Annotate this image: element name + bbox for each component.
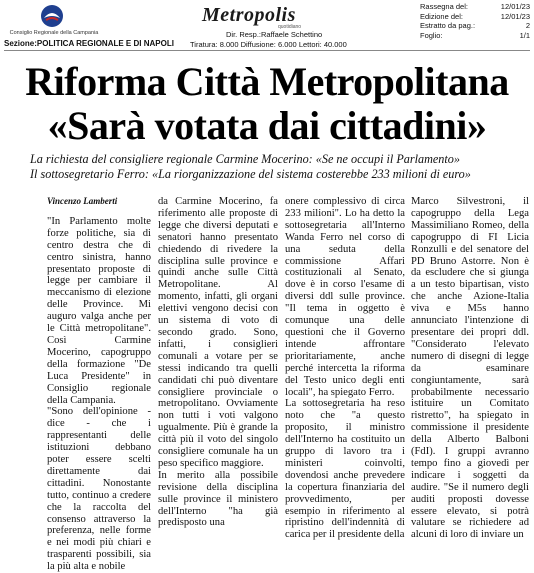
press-clipping-header <box>0 0 534 50</box>
subhead-line-2: Il sottosegretario Ferro: «La riorganizzazione del sistema costerebbe 233 milioni di euro» <box>30 167 471 181</box>
director-line: Dir. Resp.:Raffaele Schettino <box>226 30 323 39</box>
meta-row: Estratto da pag.: 2 <box>420 21 530 31</box>
article-column-2 <box>158 196 278 529</box>
column-text: Marco Silvestroni, il capogruppo della Lega Massimiliano Romeo, della capogruppo di FI Licia Ronzulli e del senatore del PD Bruno Astorre. Non è da escludere che si giunga a un testo bipartisan, visto che anche Azione-Italia viva e M5s hanno annunciato l'intenzione di presentare dei propri ddl. "Considerato l'elevato numero di disegni di legge da esaminare congiuntamente, sarà probabilmente necessario istituire un Comitato ristretto", ha spiegato in commissione il presidente della Alberto Balboni (FdI). I gruppi avranno tempo fino a giovedì per indicare i soggetti da audire. "Se il numero degli auditi proposti dovesse essere elevato, si potrà valutare se richiedere ad alcuni di loro di inviare un <box>411 196 529 541</box>
byline: Vincenzo Lamberti <box>47 196 118 206</box>
article-column-1 <box>47 196 151 573</box>
regional-council-logo <box>4 2 154 40</box>
circulation-line: Tiratura: 8.000 Diffusione: 6.000 Lettori: 40.000 <box>190 40 347 49</box>
header-divider <box>4 50 530 51</box>
subhead-line-1: La richiesta del consigliere regionale Carmine Mocerino: «Se ne occupi il Parlamento» <box>30 152 460 166</box>
article-headline <box>0 60 534 148</box>
column-text: "In Parlamento molte forze politiche, sia di centro destra che di centro sinistra, hanno presentato proposte di legge per cambiare il meccanismo di elezione delle Province. Mi auguro valga anche per le Città metropolitane". Così Carmine Mocerino, capogruppo della formazione "De Luca Presidente" in Consiglio regionale della Campania. "Sono dell'opinione - dice - che i rappresentanti delle istituzioni debbano poter essere scelti direttamente dai cittadini. Nonostante tutto, continuo a credere che la raccolta del consenso attraverso la preferenza, nelle forme e nei modi più chiari e trasparenti possibili, sia la più alta e nobile <box>47 215 151 573</box>
column-text: onere complessivo di circa 233 milioni". Lo ha detto la sottosegretaria all'Interno Wanda Ferro nel corso di una seduta della commissione Affari costituzionali al Senato, dove è in corso l'esame di diversi ddl sulle province. "Il tema in oggetto è comunque una delle questioni che il Governo intende affrontare prioritariamente, anche perché intercetta la riforma del Testo unico degli enti locali", ha spiegato Ferro. La sottosegretaria ha reso noto che "a questo proposito, il ministro dell'Interno ha costituito un gruppo di lavoro tra i ministeri coinvolti, dovendosi anche prevedere la copertura finanziaria del provvedimento, per esempio in riferimento al ripristino dell'indennità di carica per il presidente della <box>285 196 405 541</box>
campania-emblem-icon <box>40 4 64 28</box>
section-label: Sezione:POLITICA REGIONALE E DI NAPOLI <box>4 39 174 48</box>
article-column-3 <box>285 196 405 541</box>
meta-row: Foglio: 1/1 <box>420 30 530 40</box>
meta-row: Rassegna del: 12/01/23 <box>420 2 530 11</box>
column-text: da Carmine Mocerino, fa riferimento alle proposte di legge che diversi deputati e senatori hanno presentato chiedendo di rivedere la disciplina sulle province e quindi anche sulle Città Metropolitane. Al momento, infatti, gli organi elettivi vengono decisi con un sistema di voto di secondo grado. Sono, infatti, i consiglieri comunali a votare per se stessi indicando tra quelli candidati chi può diventare consigliere provinciale o metropolitano. Ovviamente non tutti i voti valgono ugualmente. Più è grande la città più il voto del singolo consigliere comunale ha un peso specifico maggiore. In merito alla possibile revisione della disciplina sulle province il ministero dell'Interno "ha già predisposto una <box>158 196 278 529</box>
newspaper-masthead: Metropolis <box>202 4 296 26</box>
logo-caption: Consiglio Regionale della Campania <box>9 30 99 36</box>
article-column-4 <box>411 196 529 541</box>
article-subheadline <box>30 152 530 182</box>
headline-line-1: Riforma Città Metropolitana <box>25 59 509 104</box>
masthead-subtitle: quotidiano <box>278 24 302 30</box>
meta-row: Edizione del: 12/01/23 <box>420 11 530 21</box>
headline-line-2: «Sarà votata dai cittadini» <box>47 103 487 148</box>
clipping-meta <box>420 2 530 40</box>
